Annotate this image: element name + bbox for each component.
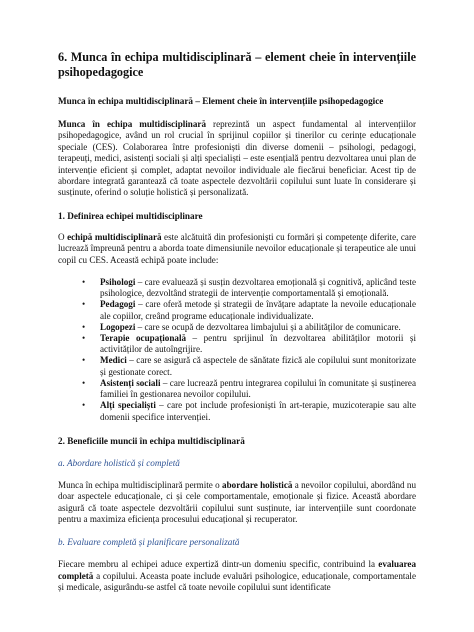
list-item-text: – care se ocupă de dezvoltarea limbajului și a abilităților de comunicare.	[135, 321, 401, 332]
list-item	[82, 322, 416, 333]
bullet-icon: •	[82, 321, 86, 332]
list-item	[82, 378, 416, 400]
section-2-title: 2. Beneficiile muncii în echipa multidisciplinară	[58, 435, 245, 446]
bullet-icon: •	[82, 333, 86, 344]
bullet-icon: •	[82, 400, 86, 411]
list-item-term: Pedagogi	[100, 299, 136, 310]
subsection-b-title: b. Evaluare completă și planificare personalizată	[58, 537, 240, 548]
subsection-a-paragraph	[58, 480, 416, 526]
section-1-title: 1. Definirea echipei multidisciplinare	[58, 210, 203, 221]
document-heading: 6. Munca în echipa multidisciplinară – element cheie în intervențiile psihopedagogice	[58, 50, 416, 79]
list-item-term: Psihologi	[100, 277, 136, 288]
list-item-term: Alți specialiști	[100, 400, 156, 411]
section-1-pre: O	[58, 231, 68, 242]
list-item-term: Terapie ocupațională	[100, 333, 187, 344]
list-item-text: – care oferă metode și strategii de învățare adaptate la nevoile educaționale ale copiilor, creând programe educaționale individualizate.	[100, 299, 416, 321]
subsection-b-bold: evaluarea completă	[58, 559, 416, 581]
team-members-list	[58, 277, 416, 423]
subsection-a-title: a. Abordare holistică și completă	[58, 457, 180, 468]
list-item-term: Logopezi	[100, 321, 136, 332]
list-item	[82, 277, 416, 299]
list-item-text: – care pot include profesioniști în art-terapie, muzicoterapie sau alte domenii specifice intervenției.	[100, 400, 416, 422]
bullet-icon: •	[82, 277, 86, 288]
bullet-icon: •	[82, 299, 86, 310]
section-1-bold: echipă multidisciplinară	[67, 231, 162, 242]
list-item-text: – pentru sprijinul în dezvoltarea abilităților motorii și activităților de autoîngrijire.	[100, 333, 416, 355]
list-item-text: – care evaluează și susțin dezvoltarea emoțională și cognitivă, aplicând teste psihologice, dezvoltând strategii de intervenție comportamentală și emoțională.	[100, 277, 416, 299]
intro-bold: Munca în echipa multidisciplinară	[58, 119, 206, 129]
bullet-icon: •	[82, 377, 86, 388]
subsection-b-text: a copilului. Aceasta poate include evaluări psihologice, educaționale, comportamentale și medicale, asigurându-se astfel că toate nevoile copilului sunt identificate	[58, 570, 416, 593]
list-item	[82, 355, 416, 377]
section-1-text: este alcătuită din profesioniști cu formări și competențe diferite, care lucrează împreună pentru a aborda toate dimensiunile nevoilor educaționale și terapeutice ale unui copil cu CES. Această echipă poate include:	[58, 231, 417, 265]
subheading: Munca în echipa multidisciplinară – Element cheie în intervențiile psihopedagogice	[58, 96, 384, 106]
list-item-term: Medici	[100, 355, 127, 366]
list-item-term: Asistenți sociali	[100, 377, 161, 388]
subsection-b-pre: Fiecare membru al echipei aduce expertiză dintr-un domeniu specific, contribuind la	[58, 559, 379, 570]
list-item	[82, 299, 416, 321]
intro-paragraph	[58, 119, 416, 199]
subsection-a-bold: abordare holistică	[222, 479, 293, 490]
list-item-text: – care lucrează pentru integrarea copilului în comunitate și susținerea familiei în gestionarea nevoilor copilului.	[100, 377, 417, 400]
list-item	[82, 333, 416, 355]
subsection-b-paragraph	[58, 559, 416, 593]
section-1-paragraph	[58, 232, 416, 266]
list-item-text: – care se asigură că aspectele de sănătate fizică ale copilului sunt monitorizate și gestionate corect.	[100, 355, 416, 377]
subsection-a-pre: Munca în echipa multidisciplinară permite o	[58, 479, 223, 490]
bullet-icon: •	[82, 355, 86, 366]
list-item	[82, 400, 416, 422]
subsection-a-text: a nevoilor copilului, abordând nu doar aspectele educaționale, ci și cele comportamentale, emoționale și fizice. Această abordare asigură că toate aspectele dezvoltării copilului sunt susținute, iar intervențiile sunt coordonate pentru a maximiza eficiența procesului educațional și recuperator.	[58, 479, 416, 524]
intro-text: reprezintă un aspect fundamental al intervențiilor psihopedagogice, având un rol crucial în sprijinul copiilor și tinerilor cu cerințe educaționale speciale (CES). Colaborarea între profesioniști din diverse domenii – psihologi, pedagogi, terapeuți, medici, asistenți sociali și alți specialiști – este esențială pentru dezvoltarea unui plan de intervenție eficient și complet, adaptat nevoilor individuale ale fiecărui beneficiar. Acest tip de abordare integrată garantează că toate aspectele dezvoltării copilului sunt luate în considerare și susținute, oferind o soluție holistică și personalizată.	[58, 119, 416, 198]
